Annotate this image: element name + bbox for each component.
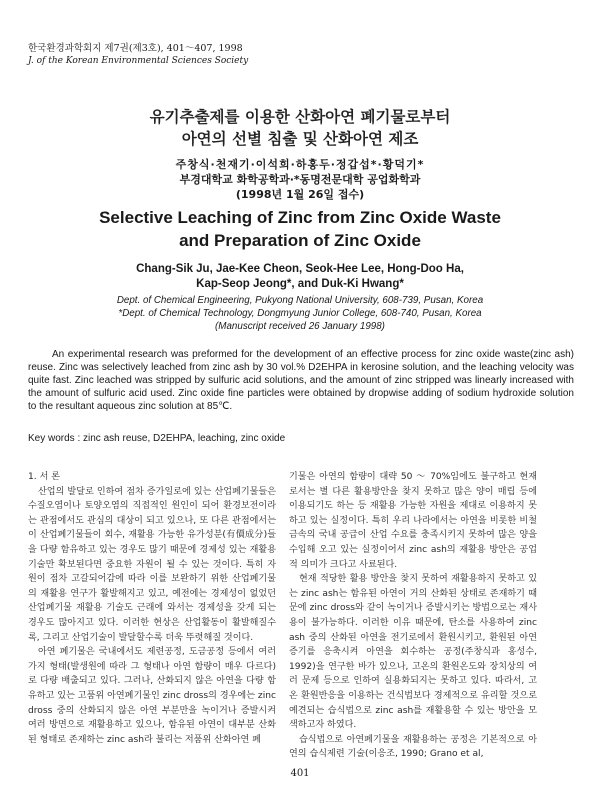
manuscript-received: (Manuscript received 26 January 1998): [215, 321, 385, 332]
author-names-ko: 주창식·천재기·이석희·하홍두·정갑섭*·황덕기*: [175, 158, 425, 171]
affiliation-ko: 부경대학교 화학공학과·*동명전문대학 공업화학과: [179, 173, 421, 186]
body-column-right: [289, 470, 537, 762]
journal-header: [28, 42, 588, 67]
title-english: [0, 206, 600, 252]
affiliations-english: [0, 294, 600, 333]
affiliation-en-line1: Dept. of Chemical Engineering, Pukyong National University, 608-739, Pusan, Korea: [116, 295, 484, 306]
keywords: Key words : zinc ash reuse, D2EHPA, leaching, zinc oxide: [28, 433, 286, 444]
journal-name-en: J. of the Korean Environmental Sciences Society: [28, 56, 249, 66]
authors-korean: [0, 157, 600, 202]
title-english-line2: and Preparation of Zinc Oxide: [179, 231, 421, 250]
page-number: 401: [290, 768, 310, 779]
paragraph: 습식법으로 아연폐기물을 재활용하는 공정은 기본적으로 아연의 습식제련 기술(이응조, 1990; Grano et al,: [289, 734, 537, 760]
abstract: An experimental research was preformed for the development of an effective process for zinc oxide waste(zinc ash) reuse. Zinc was selectively leached from zinc ash by 30 vol.% D2EHPA in kerosine solution, and the leaching velocity was quite fast. Zinc leached was stripped by sulfuric acid solutions, and the amount of zinc stripped was linearly increased with the amount of sulfuric acid used. Zinc oxide fine particles were obtained by dropwise adding of sodium hydroxide solution to the resultant aqueous zinc solution at 85℃.: [28, 349, 574, 412]
title-english-line1: Selective Leaching of Zinc from Zinc Oxide Waste: [99, 208, 501, 227]
paragraph: 아연 폐기물은 국내에서도 제련공정, 도금공정 등에서 여러 가지 형태(발생원에 따라 그 형태나 아연 함량이 매우 다르다)로 다량 배출되고 있다. 그러나, 산화되지 않은 아연을 다량 함유하고 있는 고품위 아연폐기물인 zinc dross의 경우에는 zinc dross 중의 산화되지 않은 아연 부분만을 녹이거나 증발시켜 여러 방면으로 재활용하고 있으나, 함유된 아연이 대부분 산화된 형태로 존재하는 zinc ash라 불리는 저품위 산화아연 폐: [28, 647, 276, 745]
paragraph: 기물은 아연의 함량이 대략 50 ～ 70%임에도 불구하고 현재로서는 별 다른 활용방안을 찾지 못하고 많은 양이 매립 등에 이용되기도 하는 등 재활용 가능한 자원을 제대로 이용하지 못하고 있는 실정이다. 특히 우리 나라에서는 아연을 비롯한 비철금속의 국내 공급이 산업 수요를 충족시키지 못하여 많은 양을 수입해 오고 있는 실정이어서 zinc ash의 재활용 방안은 공업적 의미가 크다고 사료된다.: [289, 472, 537, 570]
title-korean: [0, 106, 600, 150]
journal-citation-ko: 한국환경과학회지 제7권(제3호), 401～407, 1998: [28, 43, 243, 54]
title-korean-line2: 아연의 선별 침출 및 산화아연 제조: [181, 130, 419, 148]
title-korean-line1: 유기추출제를 이용한 산화아연 폐기물로부터: [149, 108, 451, 126]
paragraph: 현재 적당한 활용 방안을 찾지 못하여 재활용하지 못하고 있는 zinc ash는 함유된 아연이 거의 산화된 상태로 존재하기 때문에 zinc dross와 같이 녹이거나 증발시키는 방법으로는 재사용이 불가능하다. 이러한 이유 때문에, 탄소를 사용하여 zinc ash 중의 산화된 아연을 전기로에서 환원시키고, 환원된 아연 증기를 응축시켜 아연을 회수하는 공정(주창식과 홍성수, 1992)을 연구한 바가 있으나, 고온의 환원온도와 장치상의 여러 문제 등으로 인하여 실용화되지는 못하고 있다. 따라서, 고온 환원반응을 이용하는 건식법보다 경제적으로 유리할 것으로 예견되는 습식법으로 zinc ash를 재활용할 수 있는 방안을 모색하고자 하였다.: [289, 574, 537, 731]
section-heading-introduction: 1. 서 론: [28, 472, 61, 482]
received-date-ko: (1998년 1월 26일 접수): [235, 188, 365, 201]
authors-english: [0, 262, 600, 292]
author-names-en-line2: Kap-Seop Jeong*, and Duk-Ki Hwang*: [196, 278, 404, 290]
author-names-en-line1: Chang-Sik Ju, Jae-Kee Cheon, Seok-Hee Lee, Hong-Doo Ha,: [136, 263, 464, 275]
body-column-left: [28, 470, 276, 747]
paragraph: 산업의 발달로 인하여 점차 증가일로에 있는 산업폐기물들은 수질오염이나 토양오염의 직접적인 원인이 되어 환경보전이라는 관점에서도 관심의 대상이 되고 있으나, 또 다른 관점에서는 이 산업폐기물들이 회수, 재활용 가능한 유가성분(有價成分)들을 다량 함유하고 있는 경우도 많기 때문에 경제성 있는 재활용 기술만 확보된다면 중요한 자원이 될 수 있는 것이다. 특히 자원이 점차 고갈되어감에 따라 이를 보완하기 위한 산업폐기물의 재활용 연구가 활발해지고 있고, 예전에는 경제성이 없었던 산업폐기물 재활용 기술도 근래에 와서는 경제성을 갖게 되는 경우도 많아지고 있다. 이러한 현상은 산업활동이 활발해질수록, 그리고 산업기술이 발달할수록 더욱 뚜렷해질 것이다.: [28, 486, 276, 643]
affiliation-en-line2: *Dept. of Chemical Technology, Dongmyung Junior College, 608-740, Pusan, Korea: [118, 308, 482, 319]
